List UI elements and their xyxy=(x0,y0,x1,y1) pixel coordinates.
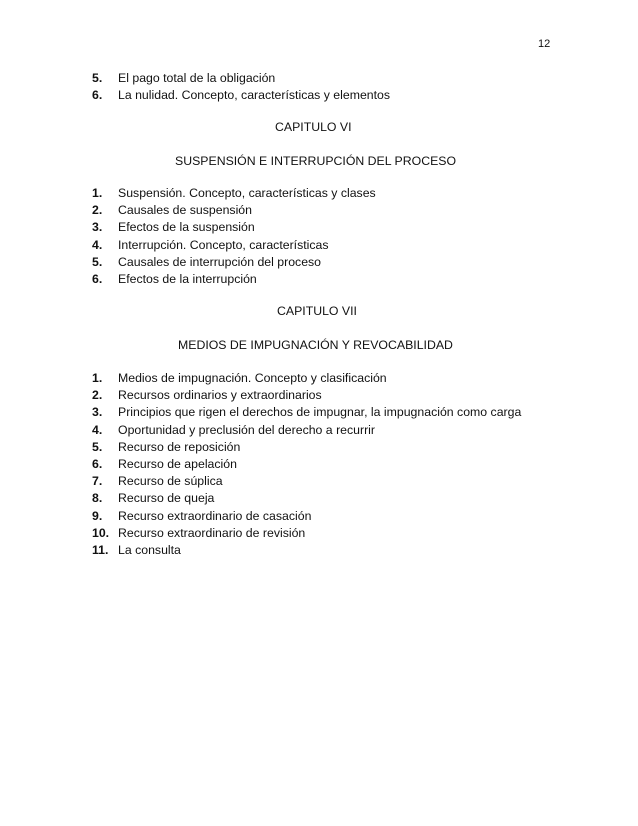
list-item-text: Recurso de queja xyxy=(118,491,215,506)
list-item-text: Causales de interrupción del proceso xyxy=(118,254,322,269)
list-item xyxy=(92,508,562,525)
list-item-number: 3. xyxy=(92,220,103,235)
list-item xyxy=(92,404,562,421)
chapter-6-list xyxy=(92,185,562,288)
page-number: 12 xyxy=(538,38,551,50)
list-item-text: Medios de impugnación. Concepto y clasificación xyxy=(118,371,387,385)
list-item-text: La nulidad. Concepto, características y elementos xyxy=(118,88,391,103)
list-item-text: Recurso de súplica xyxy=(118,474,223,489)
list-item xyxy=(92,387,562,404)
list-item xyxy=(92,219,562,236)
list-item-text: Principios que rigen el derechos de impugnar, la impugnación como carga xyxy=(118,405,522,420)
list-item-text: Recurso de reposición xyxy=(118,439,241,454)
list-item-number: 6. xyxy=(92,272,103,287)
list-item-number: 6. xyxy=(92,88,103,103)
chapter-6-title: CAPITULO VI xyxy=(275,120,352,134)
chapter-7-title: CAPITULO VII xyxy=(277,304,357,318)
list-item-number: 1. xyxy=(92,371,103,385)
list-item xyxy=(92,439,562,456)
list-item-text: Recurso de apelación xyxy=(118,457,237,472)
list-item xyxy=(92,254,562,271)
list-item xyxy=(92,473,562,490)
list-item-number: 6. xyxy=(92,457,103,472)
list-item xyxy=(92,542,562,559)
list-item-number: 4. xyxy=(92,422,103,437)
list-item xyxy=(92,370,562,387)
list-item xyxy=(92,185,562,202)
list-item-text: Interrupción. Concepto, características xyxy=(118,237,329,252)
list-item xyxy=(92,87,562,104)
list-item xyxy=(92,422,562,439)
chapter-7-list xyxy=(92,370,562,559)
list-item-text: Suspensión. Concepto, características y clases xyxy=(118,186,376,200)
list-item xyxy=(92,456,562,473)
list-item-number: 11. xyxy=(92,543,109,558)
chapter-7-subtitle: MEDIOS DE IMPUGNACIÓN Y REVOCABILIDAD xyxy=(178,338,453,352)
list-item xyxy=(92,202,562,219)
list-item-text: Recurso extraordinario de revisión xyxy=(118,525,306,540)
list-item-text: Oportunidad y preclusión del derecho a recurrir xyxy=(118,422,376,437)
list-item xyxy=(92,237,562,254)
list-item-number: 4. xyxy=(92,237,103,252)
list-item-text: Recursos ordinarios y extraordinarios xyxy=(118,388,322,403)
list-item-text: Recurso extraordinario de casación xyxy=(118,508,312,523)
list-item-number: 8. xyxy=(92,491,103,506)
list-item-number: 5. xyxy=(92,439,103,454)
list-item-text: La consulta xyxy=(118,543,181,558)
list-item xyxy=(92,490,562,507)
list-item xyxy=(92,525,562,542)
list-item-text: Efectos de la suspensión xyxy=(118,220,255,235)
list-item xyxy=(92,70,562,87)
list-item-text: Efectos de la interrupción xyxy=(118,272,257,287)
top-list xyxy=(92,70,562,104)
list-item-number: 5. xyxy=(92,71,103,85)
list-item-number: 7. xyxy=(92,474,103,489)
list-item-number: 2. xyxy=(92,388,103,403)
list-item-number: 5. xyxy=(92,254,103,269)
list-item-number: 10. xyxy=(92,525,110,540)
list-item-number: 9. xyxy=(92,508,103,523)
list-item-number: 2. xyxy=(92,203,103,218)
chapter-6-subtitle: SUSPENSIÓN E INTERRUPCIÓN DEL PROCESO xyxy=(175,154,457,168)
list-item xyxy=(92,271,562,288)
list-item-number: 3. xyxy=(92,405,103,420)
list-item-text: El pago total de la obligación xyxy=(118,71,276,85)
list-item-text: Causales de suspensión xyxy=(118,203,252,218)
list-item-number: 1. xyxy=(92,186,103,200)
